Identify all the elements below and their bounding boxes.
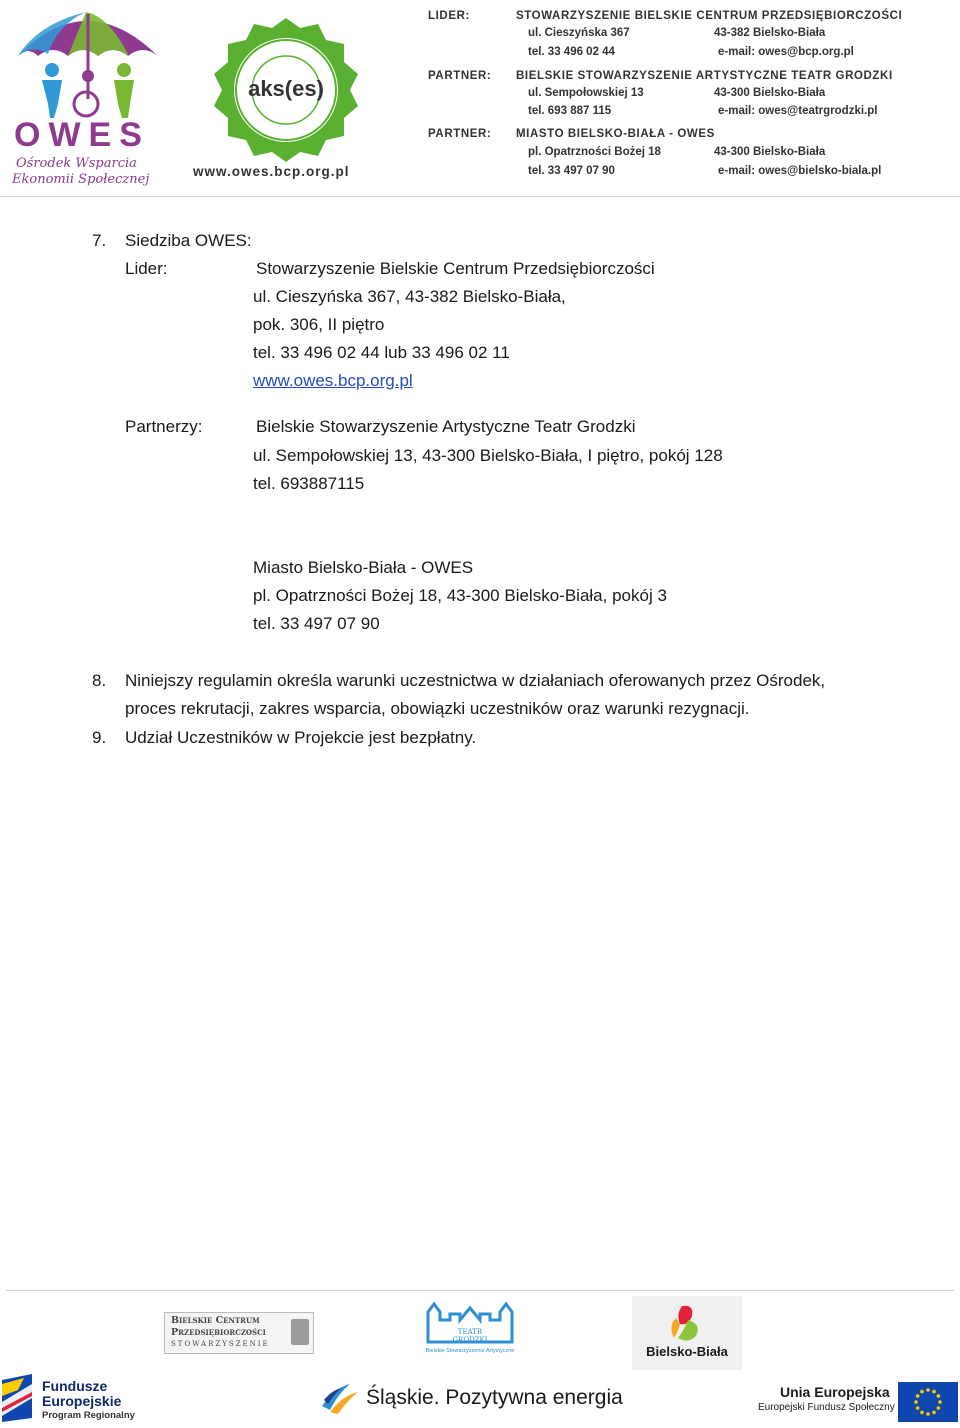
teatr-logo-line-2: GRODZKI [452,1336,488,1344]
partner-2-line-1: Miasto Bielsko-Biała - OWES [253,558,474,577]
teatr-logo-line-3: Bielskie Stowarzyszenie Artystyczne [425,1348,515,1354]
header-partner-2 [428,128,960,182]
partner-2-line-3: tel. 33 497 07 90 [253,614,380,633]
owes-logo-subtitle-2: Ekonomii Społecznej [12,172,150,187]
header-lider-city: 43-382 Bielsko-Biała [714,27,826,39]
lider-label: Lider: [125,259,168,278]
slaskie-logo-text: Śląskie. Pozytywna energia [366,1386,623,1409]
eu-funds-flag-icon [2,1374,32,1422]
lider-line-1: Stowarzyszenie Bielskie Centrum Przedsiębiorczości [256,259,655,278]
header-lider-street: ul. Cieszyńska 367 [528,27,630,39]
header-website[interactable]: www.owes.bcp.org.pl [193,164,350,179]
unia-europejska-logo [750,1380,958,1426]
bcp-logo-mark [291,1319,309,1345]
partners-label: Partnerzy: [125,417,203,436]
teatr-grodzki-logo [420,1300,520,1360]
header-partner-1 [428,70,960,124]
lider-line-3: pok. 306, II piętro [253,315,385,334]
header-lider-tel: tel. 33 496 02 44 [528,46,615,58]
ue-logo-line-2: Europejski Fundusz Społeczny [758,1402,895,1413]
header-partner-1-city: 43-300 Bielsko-Biała [714,87,826,99]
bcp-logo [164,1312,314,1354]
header-divider [0,196,960,197]
akses-seal-logo [198,16,374,164]
fe-logo-line-1: Fundusze [42,1378,108,1394]
ue-logo-line-1: Unia Europejska [780,1384,890,1400]
owes-logo-title: OWES [14,116,150,154]
header-lider-org: STOWARZYSZENIE BIELSKIE CENTRUM PRZEDSIĘBIORCZOŚCI [516,10,903,22]
lider-line-2: ul. Cieszyńska 367, 43-382 Bielsko-Biała, [253,287,566,306]
header-partner-2-tel: tel. 33 497 07 90 [528,165,615,177]
bcp-logo-line-2: Przedsiębiorczości [171,1327,266,1338]
lider-website-link[interactable]: www.owes.bcp.org.pl [253,371,413,390]
header-partner-1-street: ul. Sempołowskiej 13 [528,87,644,99]
header-partner-1-tel: tel. 693 887 115 [528,105,612,117]
header-lider-email: e-mail: owes@bcp.org.pl [718,46,854,58]
partner-1-line-2: ul. Sempołowskiej 13, 43-300 Bielsko-Biała, I piętro, pokój 128 [253,446,723,465]
item-8-line-1: Niniejszy regulamin określa warunki uczestnictwa w działaniach oferowanych przez Ośrodek, [125,671,826,690]
header-partner-2-street: pl. Opatrzności Bożej 18 [528,146,661,158]
header-lider-role: LIDER: [428,10,470,22]
akses-seal-text: aks(es) [248,76,324,101]
item-7-number: 7. [92,231,107,250]
owes-logo [8,4,168,190]
bcp-logo-line-1: Bielskie Centrum [171,1315,260,1326]
slaskie-logo [320,1380,630,1420]
item-8-number: 8. [92,671,107,690]
footer-divider [6,1290,954,1291]
header-partner-1-role: PARTNER: [428,70,492,82]
header-lider [428,10,960,64]
umbrella-family-icon [8,4,168,122]
item-8-line-2: proces rekrutacji, zakres wsparcia, obowiązki uczestników oraz warunki rezygnacji. [125,699,750,718]
teatr-logo-line-1: TEATR [457,1328,483,1336]
eu-flag-icon [898,1382,958,1422]
fe-logo-line-2: Europejskie [42,1393,122,1409]
item-9-text: Udział Uczestników w Projekcie jest bezpłatny. [125,728,477,747]
partner-1-line-1: Bielskie Stowarzyszenie Artystyczne Teatr Grodzki [256,417,636,436]
partner-2-line-2: pl. Opatrzności Bożej 18, 43-300 Bielsko-Biała, pokój 3 [253,586,667,605]
bielsko-biala-logo [632,1296,742,1370]
header-partner-1-org: BIELSKIE STOWARZYSZENIE ARTYSTYCZNE TEATR GRODZKI [516,70,893,82]
city-emblem-icon [632,1302,742,1348]
header-partner-2-org: MIASTO BIELSKO-BIAŁA - OWES [516,128,715,140]
bielsko-biala-logo-text: Bielsko-Biała [646,1344,728,1359]
header-partner-1-email: e-mail: owes@teatrgrodzki.pl [718,105,878,117]
header-partner-2-city: 43-300 Bielsko-Biała [714,146,826,158]
header-partner-2-email: e-mail: owes@bielsko-biala.pl [718,165,882,177]
lider-line-4: tel. 33 496 02 44 lub 33 496 02 11 [253,343,510,362]
fundusze-europejskie-logo [2,1370,142,1426]
slaskie-birds-icon [320,1380,360,1416]
partner-1-line-3: tel. 693887115 [253,474,365,493]
bcp-logo-line-3: STOWARZYSZENIE [171,1340,270,1348]
header-partner-2-role: PARTNER: [428,128,492,140]
item-9-number: 9. [92,728,107,747]
fe-logo-line-3: Program Regionalny [42,1410,135,1421]
item-7-title: Siedziba OWES: [125,231,252,250]
owes-logo-subtitle-1: Ośrodek Wsparcia [16,156,137,171]
